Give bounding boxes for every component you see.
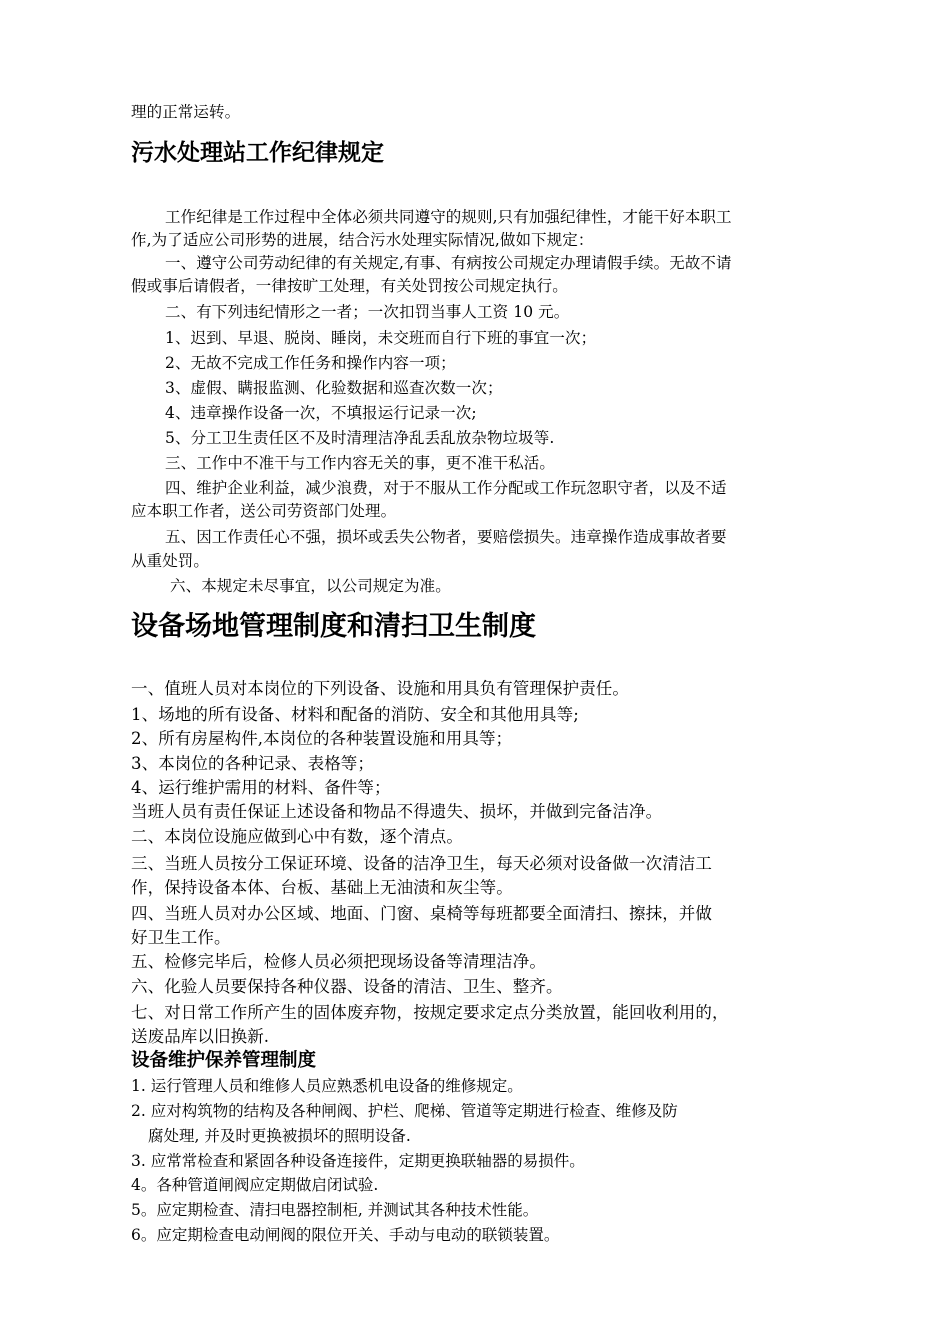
section3-line: 1. 运行管理人员和维修人员应熟悉机电设备的维修规定。 <box>131 1077 523 1095</box>
section1-line: 四、维护企业利益，减少浪费，对于不服从工作分配或工作玩忽职守者，以及不适 <box>165 479 727 497</box>
section3-line: 6。应定期检查电动闸阀的限位开关、手动与电动的联锁装置。 <box>131 1226 560 1244</box>
section3-line: 3. 应常常检查和紧固各种设备连接件，定期更换联轴器的易损件。 <box>131 1152 585 1170</box>
section2-line: 二、本岗位设施应做到心中有数，逐个清点。 <box>131 827 463 846</box>
section1-line: 六、本规定未尽事宜，以公司规定为准。 <box>170 577 451 595</box>
section3-title: 设备维护保养管理制度 <box>131 1050 317 1071</box>
section1-line: 应本职工作者，送公司劳资部门处理。 <box>131 502 397 520</box>
section1-line: 作,为了适应公司形势的进展，结合污水处理实际情况,做如下规定： <box>131 231 594 249</box>
section1-line: 4、违章操作设备一次，不填报运行记录一次; <box>165 404 477 422</box>
section1-line: 2、无故不完成工作任务和操作内容一项； <box>165 354 456 372</box>
section1-line: 五、因工作责任心不强，损坏或丢失公物者，要赔偿损失。违章操作造成事故者要 <box>165 528 727 546</box>
section1-line: 5、分工卫生责任区不及时清理洁净乱丢乱放杂物垃圾等. <box>165 429 555 447</box>
section1-line: 三、工作中不准干与工作内容无关的事，更不准干私活。 <box>165 454 556 472</box>
section1-line: 一、遵守公司劳动纪律的有关规定,有事、有病按公司规定办理请假手续。无故不请 <box>165 254 732 272</box>
section2-line: 四、当班人员对办公区域、地面、门窗、桌椅等每班都要全面清扫、擦抹，并做 <box>131 904 712 923</box>
section2-line: 好卫生工作。 <box>131 928 231 947</box>
section1-line: 3、虚假、瞒报监测、化验数据和巡查次数一次； <box>165 379 503 397</box>
section2-line: 1、场地的所有设备、材料和配备的消防、安全和其他用具等; <box>131 705 579 724</box>
section2-line: 七、对日常工作所产生的固体废弃物，按规定要求定点分类放置，能回收利用的， <box>131 1003 729 1022</box>
section1-line: 1、迟到、早退、脱岗、睡岗，未交班而自行下班的事宜一次； <box>165 329 597 347</box>
section2-line: 当班人员有责任保证上述设备和物品不得遗失、损坏，并做到完备洁净。 <box>131 802 663 821</box>
section1-line: 假或事后请假者，一律按旷工处理，有关处罚按公司规定执行。 <box>131 277 568 295</box>
section2-line: 一、值班人员对本岗位的下列设备、设施和用具负有管理保护责任。 <box>131 679 629 698</box>
section1-title: 污水处理站工作纪律规定 <box>131 140 384 166</box>
section2-line: 2、所有房屋构件,本岗位的各种装置设施和用具等； <box>131 729 513 748</box>
top-fragment: 理的正常运转。 <box>131 103 241 121</box>
section2-line: 送废品库以旧换新. <box>131 1027 270 1046</box>
section2-line: 4、运行维护需用的材料、备件等； <box>131 778 391 797</box>
section1-line: 工作纪律是工作过程中全体必须共同遵守的规则,只有加强纪律性，才能干好本职工 <box>165 208 732 226</box>
section3-line: 4。各种管道闸阀应定期做启闭试验. <box>131 1176 379 1194</box>
section2-line: 六、化验人员要保持各种仪器、设备的清洁、卫生、整齐。 <box>131 977 563 996</box>
section3-line: 5。应定期检查、清扫电器控制柜, 并测试其各种技术性能。 <box>131 1201 539 1219</box>
section2-line: 三、当班人员按分工保证环境、设备的洁净卫生，每天必须对设备做一次清洁工 <box>131 854 712 873</box>
section1-line: 从重处罚。 <box>131 552 210 570</box>
section3-line: 2. 应对构筑物的结构及各种闸阀、护栏、爬梯、管道等定期进行检查、维修及防 <box>131 1102 678 1120</box>
section2-line: 五、检修完毕后，检修人员必须把现场设备等清理洁净。 <box>131 952 546 971</box>
section1-line: 二、有下列违纪情形之一者；一次扣罚当事人工资 10 元。 <box>165 303 570 321</box>
section3-line: 腐处理, 并及时更换被损坏的照明设备. <box>148 1127 411 1145</box>
section2-line: 作，保持设备本体、台板、基础上无油渍和灰尘等。 <box>131 878 513 897</box>
section2-title: 设备场地管理制度和清扫卫生制度 <box>131 611 536 642</box>
section2-line: 3、本岗位的各种记录、表格等； <box>131 754 374 773</box>
